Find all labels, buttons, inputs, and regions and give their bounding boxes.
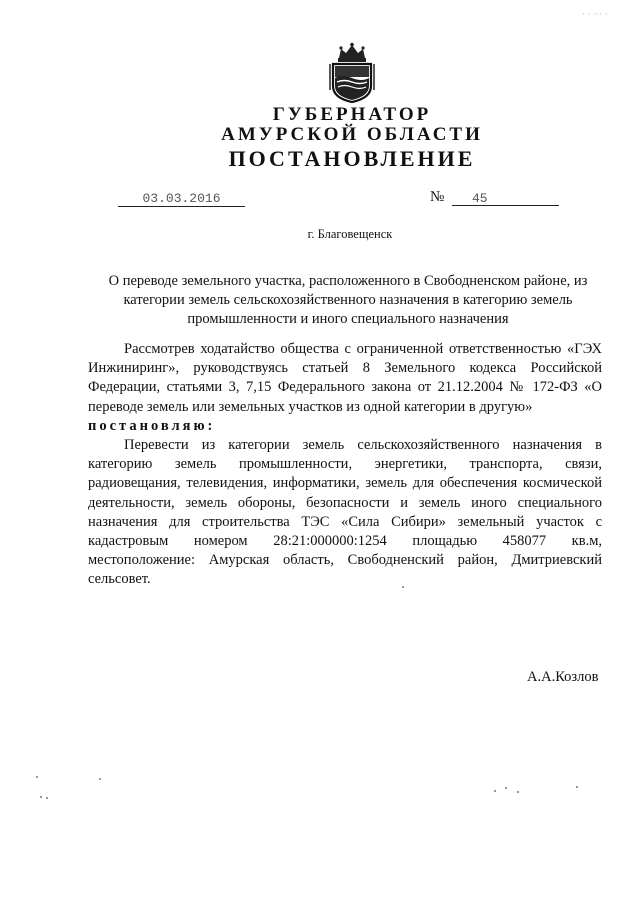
document-type-heading: ПОСТАНОВЛЕНИЕ [228, 146, 476, 171]
scan-artifact [402, 586, 404, 588]
authority-title-line1: ГУБЕРНАТОР [272, 104, 432, 125]
scan-artifact [99, 778, 101, 780]
amur-oblast-coat-of-arms-icon [327, 42, 377, 104]
scan-artifact [494, 790, 496, 792]
signatory-name: А.А.Козлов [527, 669, 599, 685]
document-body [88, 340, 602, 590]
decree-word: постановляю: [88, 417, 216, 434]
scan-artifact [46, 797, 48, 799]
issue-city: г. Благовещенск [307, 227, 393, 241]
scan-artifact: · · ··· · [582, 10, 608, 20]
document-subject: О переводе земельного участка, расположенного в Свободненском районе, из категории земель сельскохозяйственного назначения в категорию земель промышленности и иного специального назначения [108, 273, 588, 327]
authority-title-line2: АМУРСКОЙ ОБЛАСТИ [221, 124, 483, 145]
scan-artifact [517, 791, 519, 793]
scan-artifact [40, 796, 42, 798]
preamble-paragraph: Рассмотрев ходатайство общества с ограниченной ответственностью «ГЭХ Инжиниринг», руководствуясь статьей 8 Земельного кодекса Российской Федерации, статьями 3, 7,15 Федерального закона от 21.12.2004 № 172-ФЗ «О переводе земель или земельных участков из одной категории в другую» [88, 341, 602, 415]
document-date: 03.03.2016 [118, 192, 245, 207]
document-number: 45 [452, 192, 559, 206]
resolution-paragraph: Перевести из категории земель сельскохозяйственного назначения в категорию земель промышленности, энергетики, транспорта, связи, радиовещания, телевидения, информатики, земель для обеспечения космической деятельности, земель обороны, безопасности и земель иного специального назначения для строительства ТЭС «Сила Сибири» земельный участок с кадастровым номером 28:21:000000:1254 площадью 458077 кв.м, местоположение: Амурская область, Свободненский район, Дмитриевский сельсовет. [88, 437, 602, 588]
number-sign: № [430, 189, 445, 205]
scan-artifact [576, 786, 578, 788]
scan-artifact [36, 776, 38, 778]
scan-artifact [505, 787, 507, 789]
